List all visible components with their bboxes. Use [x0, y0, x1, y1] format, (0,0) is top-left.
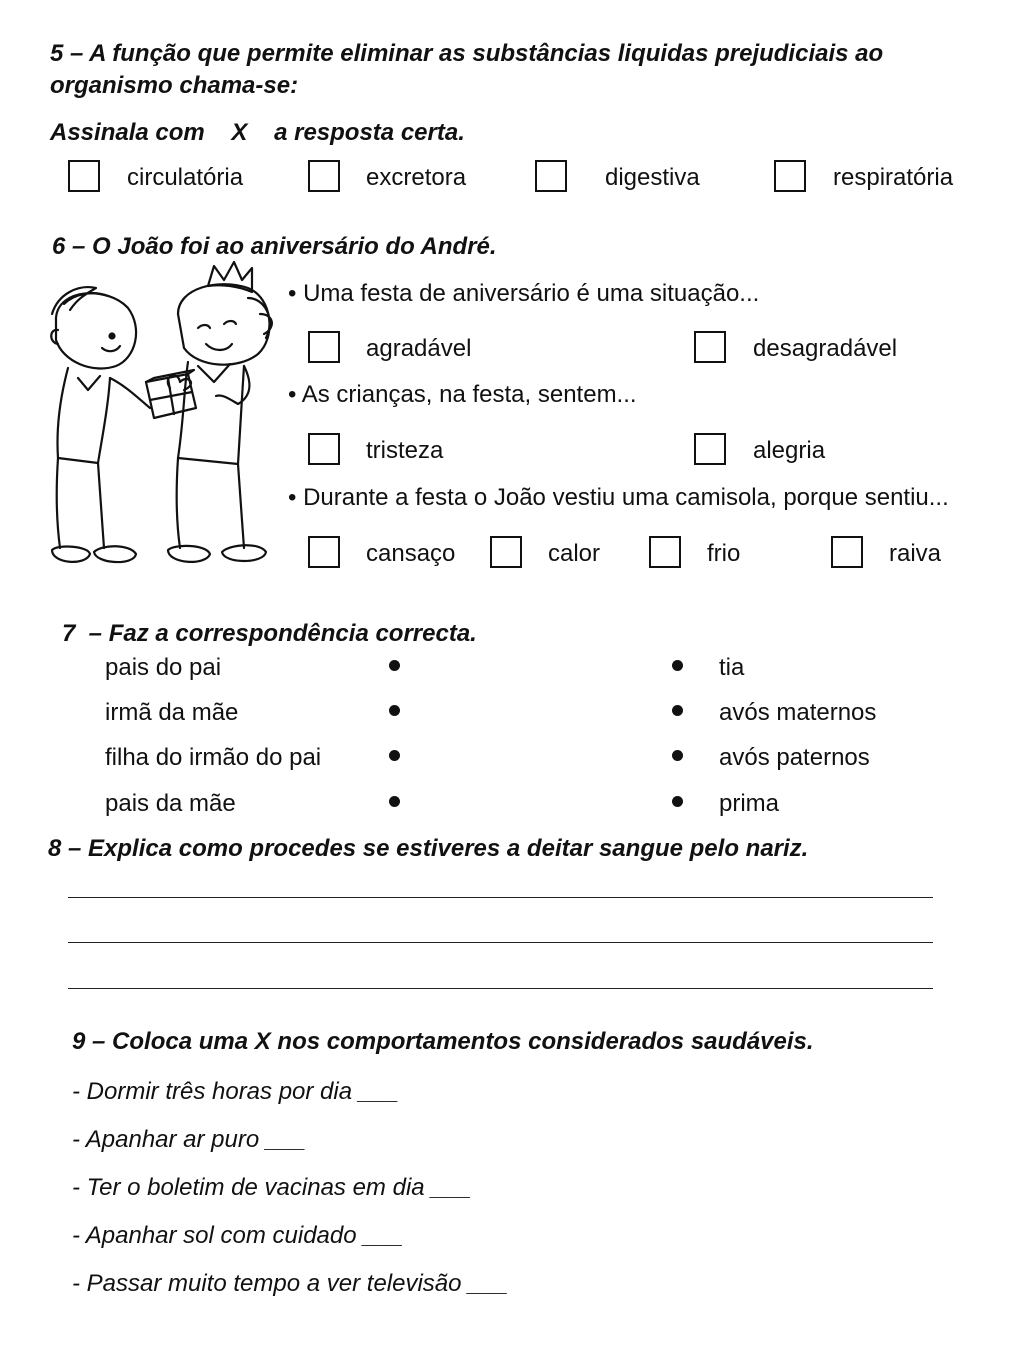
option-label: agradável	[366, 335, 472, 362]
children-birthday-illustration	[38, 258, 288, 580]
option-label: calor	[548, 540, 601, 567]
match-left-item: irmã da mãe	[105, 699, 239, 726]
option-label: raiva	[889, 540, 942, 567]
match-dot-left[interactable]	[389, 796, 400, 807]
checkbox-excretora[interactable]	[308, 160, 340, 192]
q6-prompt-3: • Durante a festa o João vestiu uma camisola, porque sentiu...	[288, 484, 949, 511]
checkbox-tristeza[interactable]	[308, 433, 340, 465]
option-label: cansaço	[366, 540, 456, 567]
checkbox-raiva[interactable]	[831, 536, 863, 568]
checkbox-alegria[interactable]	[694, 433, 726, 465]
match-dot-left[interactable]	[389, 660, 400, 671]
checkbox-digestiva[interactable]	[535, 160, 567, 192]
match-left-item: pais do pai	[105, 654, 222, 681]
option-label: digestiva	[605, 164, 700, 191]
option-label: desagradável	[753, 335, 898, 362]
match-dot-right[interactable]	[672, 705, 683, 716]
checkbox-desagradavel[interactable]	[694, 331, 726, 363]
q9-item[interactable]: - Dormir três horas por dia ___	[72, 1078, 399, 1105]
answer-line[interactable]	[68, 942, 933, 943]
q5-title-line2: organismo chama-se:	[50, 72, 299, 99]
option-label: circulatória	[127, 164, 244, 191]
option-label: respiratória	[833, 164, 954, 191]
answer-line[interactable]	[68, 897, 933, 898]
q5-instruction: Assinala com X a resposta certa.	[50, 119, 465, 146]
match-dot-left[interactable]	[389, 750, 400, 761]
match-dot-right[interactable]	[672, 660, 683, 671]
option-label: tristeza	[366, 437, 444, 464]
match-left-item: filha do irmão do pai	[105, 744, 322, 771]
match-right-item: tia	[719, 654, 745, 681]
checkbox-agradavel[interactable]	[308, 331, 340, 363]
q6-prompt-1: • Uma festa de aniversário é uma situação...	[288, 280, 760, 307]
match-right-item: prima	[719, 790, 780, 817]
q6-title: 6 – O João foi ao aniversário do André.	[52, 233, 497, 260]
match-dot-left[interactable]	[389, 705, 400, 716]
checkbox-respiratoria[interactable]	[774, 160, 806, 192]
checkbox-circulatoria[interactable]	[68, 160, 100, 192]
answer-line[interactable]	[68, 988, 933, 989]
option-label: excretora	[366, 164, 467, 191]
checkbox-calor[interactable]	[490, 536, 522, 568]
match-dot-right[interactable]	[672, 750, 683, 761]
match-dot-right[interactable]	[672, 796, 683, 807]
match-right-item: avós paternos	[719, 744, 870, 771]
q9-item[interactable]: - Passar muito tempo a ver televisão ___	[72, 1270, 509, 1297]
q8-title: 8 – Explica como procedes se estiveres a deitar sangue pelo nariz.	[48, 835, 809, 862]
q5-title-line1: 5 – A função que permite eliminar as substâncias liquidas prejudiciais ao	[50, 40, 884, 67]
q9-item[interactable]: - Ter o boletim de vacinas em dia ___	[72, 1174, 472, 1201]
q9-title: 9 – Coloca uma X nos comportamentos considerados saudáveis.	[72, 1028, 814, 1055]
match-right-item: avós maternos	[719, 699, 877, 726]
q6-prompt-2: • As crianças, na festa, sentem...	[288, 381, 637, 408]
checkbox-frio[interactable]	[649, 536, 681, 568]
q9-item[interactable]: - Apanhar ar puro ___	[72, 1126, 306, 1153]
q7-title: 7 – Faz a correspondência correcta.	[62, 620, 477, 647]
match-left-item: pais da mãe	[105, 790, 236, 817]
q9-item[interactable]: - Apanhar sol com cuidado ___	[72, 1222, 404, 1249]
option-label: alegria	[753, 437, 826, 464]
checkbox-cansaco[interactable]	[308, 536, 340, 568]
option-label: frio	[707, 540, 741, 567]
